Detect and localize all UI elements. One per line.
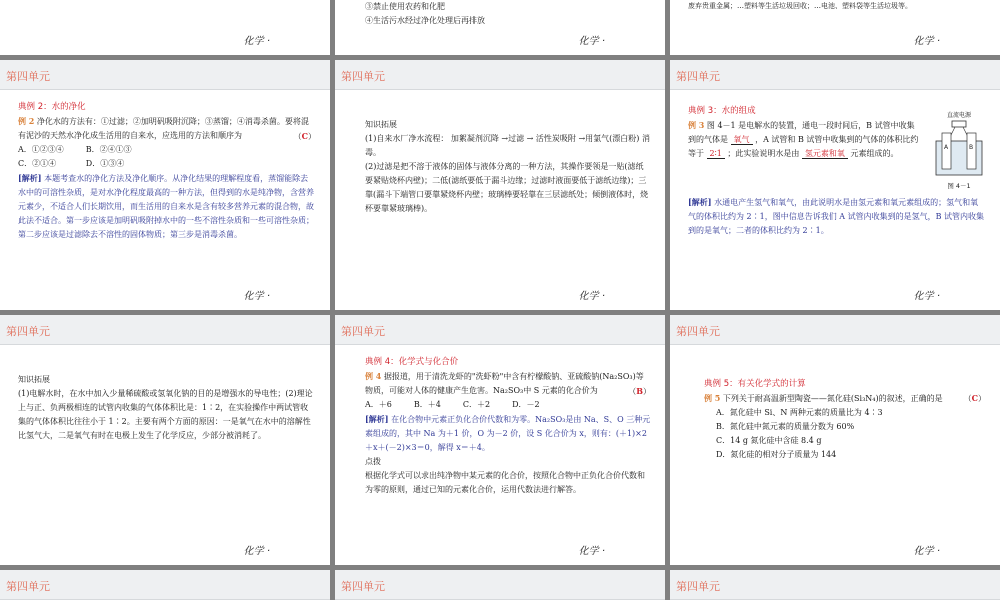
slide-body (365, 355, 651, 497)
tube-b-label: B (969, 144, 974, 151)
answer: C (971, 393, 978, 403)
slide-bottom-middle (335, 570, 665, 600)
answer-bracket: （C） (293, 131, 316, 141)
figure-label: 直流电源 (946, 112, 971, 119)
option-b: B．②④①③ (85, 145, 132, 154)
slide-footer: 化学 · (243, 36, 270, 47)
slide-example-5[interactable] (670, 315, 1000, 565)
answer-bracket: （B） (628, 386, 651, 396)
section-title: 典例 3：水的组成 (688, 106, 756, 116)
example-tag: 例 5 (704, 393, 721, 403)
slide-body (688, 104, 920, 161)
slide-body (365, 118, 651, 216)
tip-heading: 点拨 (365, 457, 381, 466)
option-c: C．②①④ (18, 159, 57, 168)
answer-bracket: （C） (963, 393, 986, 403)
slide-example-4[interactable] (335, 315, 665, 565)
option-b: B．氮化硅中氮元素的质量分数为 60% (716, 422, 855, 431)
slide-footer: 化学 · (913, 291, 940, 302)
slide-knowledge-1[interactable] (335, 60, 665, 310)
analysis-text: 本题考查水的净化方法及净化顺序。从净化结果的理解程度看，蒸馏能除去水中的可溶性杂质，是对水净化程度最高的一种方法，但得到的水是纯净物，含营养元素少，不适合人们长期饮用，而生活用的自来水是含有较多营养元素的混合物，故此法不适合。第一步应该是加明矾吸附掉水中的一些不溶性杂质和一些可溶性杂质；第二步应该是过滤除去不溶性的固体物质；第三步是消毒杀菌。 (18, 174, 314, 239)
option-d: D．－2 (512, 400, 540, 409)
answer-blank: 氧气 (731, 135, 753, 145)
analysis-tag: [解析] (688, 197, 712, 207)
tip-text: 根据化学式可以求出纯净物中某元素的化合价，按照化合物中正负化合价代数和为零的原则，通过已知的元素化合价，运用代数法进行解答。 (365, 471, 645, 494)
option-c: C．＋2 (462, 400, 491, 409)
question-text: 元素组成的。 (850, 149, 899, 158)
figure-caption: 图 4－1 (947, 182, 971, 190)
question-text: 据报道，用于清洗龙虾的"洗虾粉"中含有柠檬酸钠、亚硫酸钠(Na₂SO₃)等物质，可能对人体的健康产生危害。Na₂SO₃中 S 元素的化合价为 (365, 372, 644, 395)
slide-body (18, 100, 316, 242)
slide-footer: 化学 · (243, 546, 270, 557)
answer: C (301, 131, 308, 141)
question (18, 114, 316, 143)
paragraph: (1)电解水时，在水中加入少量稀硫酸或氢氧化钠的目的是增强水的导电性；(2)理论上与正、负两极相连的试管内收集的气体体积比是：1∶2，在实验操作中两试管收集的气体体积比往往小于 1∶2。主要有两个方面的原因：一是氧气在水中的溶解性比氢气大，二是氧气有时在电极上发生了化学反应，少部分被消耗了。 (18, 389, 313, 440)
answer: B (636, 386, 643, 396)
analysis-tag: [解析] (365, 414, 389, 424)
question-text: ；此实验说明水是由 (727, 149, 800, 158)
answer-blank: 2∶1 (707, 149, 725, 159)
options (365, 398, 628, 412)
question (688, 118, 920, 161)
option-b: B．＋4 (413, 400, 441, 409)
slide-top-middle (335, 0, 665, 55)
section-title: 典例 2：水的净化 (18, 102, 86, 112)
unit-label: 第四单元 (341, 325, 385, 338)
text-line: 废弃贵重金属；…塑料等生活垃圾回收；…电池、塑料袋等生活垃圾等。 (688, 2, 912, 10)
option-a: A．＋6 (365, 400, 392, 409)
unit-label: 第四单元 (676, 70, 720, 83)
slide-header (335, 60, 665, 90)
unit-label: 第四单元 (341, 70, 385, 83)
slide-footer: 化学 · (913, 36, 940, 47)
slide-footer: 化学 · (913, 546, 940, 557)
slide-example-2[interactable] (0, 60, 330, 310)
electrolysis-diagram (930, 119, 988, 179)
analysis (18, 171, 316, 242)
knowledge-heading: 知识拓展 (18, 375, 50, 384)
slide-header (335, 315, 665, 345)
options (18, 143, 294, 171)
question (704, 391, 986, 406)
analysis-text: 在化合物中元素正负化合价代数和为零。Na₂SO₃是由 Na、S、O 三种元素组成的，其中 Na 为＋1 价，O 为－2 价，设 S 化合价为 x，则有：(＋1)×2＋x＋(－2)×3＝0，解得 x＝＋4。 (365, 415, 651, 452)
option-d: D．氮化硅的相对分子质量为 144 (716, 450, 837, 459)
unit-label: 第四单元 (676, 325, 720, 338)
slide-top-left (0, 0, 330, 55)
example-tag: 例 3 (688, 120, 705, 130)
question-text: 净化水的方法有：①过滤；②加明矾吸附沉降；③蒸馏；④消毒杀菌。要将混有泥沙的天然水净化成生活用的自来水，应选用的方法和顺序为 (18, 117, 309, 140)
option-c: C．14 g 氮化硅中含硅 8.4 g (716, 436, 822, 445)
slide-body (365, 0, 651, 28)
option-a: A．①②③④ (18, 145, 64, 154)
analysis-tag: [解析] (18, 173, 42, 183)
paragraph: (2)过滤是把不溶于液体的固体与液体分离的一种方法，其操作要领是一贴(滤纸要紧贴烧杯内壁)；二低(滤纸要低于漏斗边缘；过滤时液面要低于滤纸边缘)；三靠(漏斗下端管口要靠紧烧杯内壁；玻璃棒要轻靠在三层滤纸处；倾倒液体时，烧杯要靠紧玻璃棒)。 (365, 162, 649, 213)
slide-body (688, 0, 986, 12)
analysis-text: 水通电产生氢气和氧气，由此说明水是由氢元素和氧元素组成的；氢气和氧气的体积比约为 2∶1，图中信息告诉我们 A 试管内收集到的是氢气，B 试管内收集到的是氧气；二者的体积比约为 2∶1。 (688, 198, 985, 235)
question-text: 下列关于耐高温新型陶瓷——氮化硅(Si₃N₄)的叙述，正确的是 (722, 394, 943, 403)
slide-bottom-right (670, 570, 1000, 600)
slide-knowledge-2[interactable] (0, 315, 330, 565)
analysis (365, 412, 651, 455)
slide-analysis (688, 195, 986, 238)
question-text: 图 4－1 是电解水的装置，通电一段时间后，B 试管中收集到的气体是 (688, 121, 915, 144)
slide-header (670, 570, 1000, 600)
answer-blank: 氢元素和氧 (802, 149, 848, 159)
slide-example-3[interactable] (670, 60, 1000, 310)
unit-label: 第四单元 (6, 325, 50, 338)
slide-bottom-left (0, 570, 330, 600)
slide-footer: 化学 · (243, 291, 270, 302)
electrolysis-figure (930, 110, 988, 190)
slide-header (335, 570, 665, 600)
section-title: 典例 5：有关化学式的计算 (704, 379, 806, 389)
slide-header (0, 570, 330, 600)
slide-top-right (670, 0, 1000, 55)
analysis (688, 195, 986, 238)
tube-a-label: A (944, 144, 949, 151)
slide-footer: 化学 · (578, 36, 605, 47)
section-title: 典例 4：化学式与化合价 (365, 357, 459, 367)
option-d: D．①③④ (85, 159, 125, 168)
paragraph: (1)自来水厂净水流程： 加絮凝剂沉降 →过滤 → 活性炭吸附 →用氯气(漂白粉) 消毒。 (365, 134, 650, 157)
question-text: ，A 试管和 B 试管中收集到的气体的体积比约等于 (688, 135, 919, 158)
slide-header (0, 60, 330, 90)
slide-footer: 化学 · (578, 546, 605, 557)
slide-footer: 化学 · (578, 291, 605, 302)
slide-body (18, 373, 316, 443)
slide-body (704, 377, 986, 462)
option-a: A．氮化硅中 Si、N 两种元素的质量比为 4∶3 (716, 408, 883, 417)
example-tag: 例 2 (18, 116, 35, 126)
question (365, 369, 651, 398)
knowledge-heading: 知识拓展 (365, 120, 397, 129)
unit-label: 第四单元 (341, 580, 385, 593)
slide-header (670, 60, 1000, 90)
slide-header (670, 315, 1000, 345)
unit-label: 第四单元 (676, 580, 720, 593)
options (704, 406, 986, 462)
unit-label: 第四单元 (6, 70, 50, 83)
text-line: ③禁止使用农药和化肥 (365, 2, 445, 11)
example-tag: 例 4 (365, 371, 382, 381)
text-line: ④生活污水经过净化处理后再排放 (365, 16, 485, 25)
slide-header (0, 315, 330, 345)
unit-label: 第四单元 (6, 580, 50, 593)
